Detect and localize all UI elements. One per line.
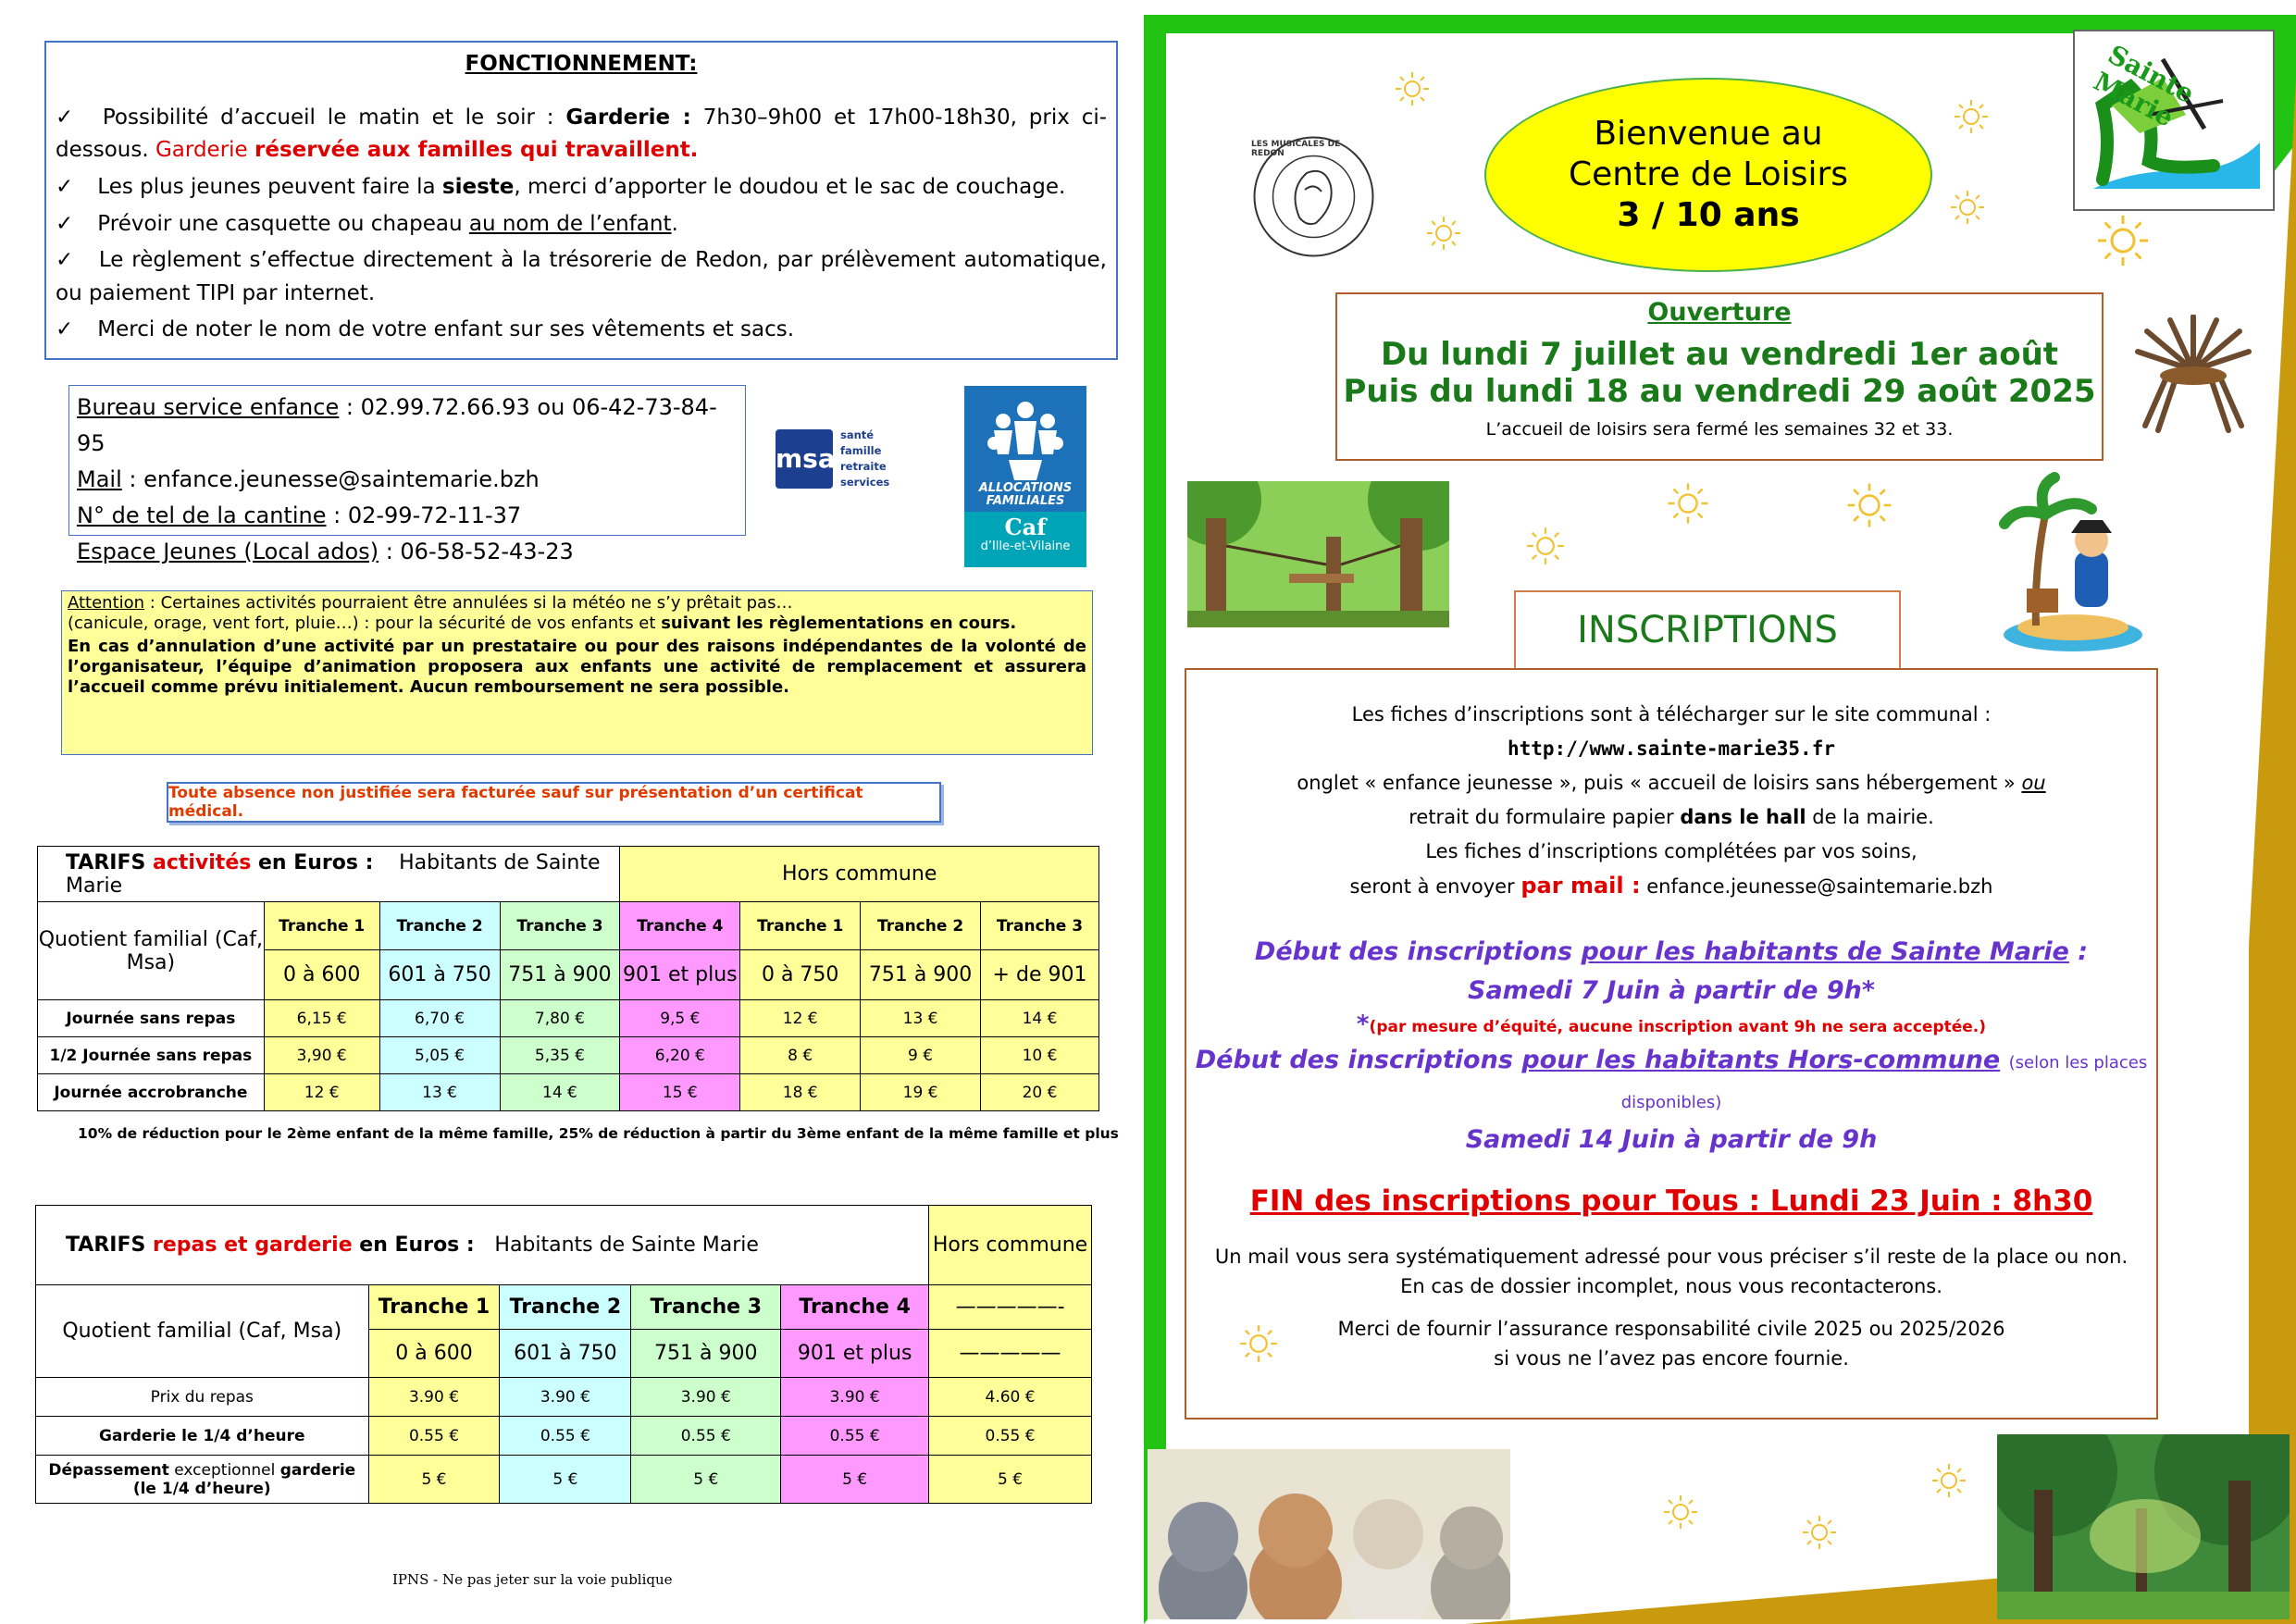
row-label	[36, 1456, 369, 1504]
tranche-header: Tranche 4	[620, 902, 740, 950]
check-icon: ✓	[56, 317, 74, 342]
fonct-item-noms	[56, 314, 1107, 347]
msa-logo-mark: msa	[776, 429, 833, 489]
ins-text: Les fiches d’inscriptions complétées par vos soins,	[1425, 840, 1917, 862]
tarifs-activites-table	[37, 846, 1099, 1111]
range-cell: 901 et plus	[620, 950, 740, 1000]
ins-text: Merci de fournir l’assurance responsabilité civile 2025 ou 2025/2026	[1337, 1318, 2005, 1340]
contact-key: N° de tel de la cantine	[77, 502, 327, 528]
check-icon: ✓	[56, 248, 75, 273]
fonctionnement-title: FONCTIONNEMENT:	[465, 52, 698, 76]
check-icon: ✓	[56, 174, 74, 199]
table-title-cell	[38, 847, 620, 902]
sun-icon	[2095, 213, 2151, 272]
contact-line	[77, 534, 738, 570]
text: Habitants de Sainte Marie	[494, 1233, 759, 1257]
text: activités	[152, 850, 252, 874]
pirate-island-image	[1999, 468, 2147, 653]
text: Possibilité d’accueil le matin et le soir :	[102, 105, 554, 130]
price-cell: 3.90 €	[368, 1378, 500, 1417]
sun-icon	[1949, 189, 1986, 229]
price-cell: 6,70 €	[379, 1000, 500, 1037]
row-label: Journée accrobranche	[38, 1074, 265, 1111]
ouverture-note: L’accueil de loisirs sera fermé les semaines 32 et 33.	[1485, 419, 1954, 440]
sun-icon	[1394, 70, 1431, 111]
text: (canicule, orage, vent fort, pluie…) : pour la sécurité de vos enfants et	[68, 614, 656, 633]
contact-line	[77, 498, 738, 534]
attention-box	[61, 590, 1093, 755]
hors-commune-header: Hors commune	[620, 847, 1099, 902]
cats-image	[1148, 1449, 1510, 1619]
text: TARIFS	[66, 1233, 153, 1257]
text: Les plus jeunes peuvent faire la	[97, 174, 436, 199]
price-cell: 7,80 €	[500, 1000, 620, 1037]
sun-icon	[1238, 1323, 1279, 1368]
text: :	[2068, 937, 2089, 966]
caf-logo	[964, 386, 1086, 567]
price-cell: 19 €	[861, 1074, 981, 1111]
text: par mesure d’équité, aucune inscription avant 9h ne sera acceptée.	[1376, 1018, 1980, 1036]
inscriptions-title: INSCRIPTIONS	[1514, 590, 1901, 668]
msa-text: famille	[840, 444, 882, 457]
qf-cell: Quotient familial (Caf, Msa)	[36, 1285, 369, 1378]
text: Garderie :	[565, 105, 691, 130]
contact-key: Bureau service enfance	[77, 394, 340, 420]
range-cell: 0 à 600	[264, 950, 379, 1000]
text: (le 1/4 d’heure)	[132, 1479, 271, 1498]
sun-icon	[1662, 1494, 1699, 1534]
price-cell: 14 €	[981, 1000, 1099, 1037]
row-label: Journée sans repas	[38, 1000, 265, 1037]
reduction-note: 10% de réduction pour le 2ème enfant de la même famille, 25% de réduction à partir du 3ème enfant de la même famille et plus	[78, 1125, 1119, 1142]
tranche-header: Tranche 1	[264, 902, 379, 950]
text: dans le hall	[1680, 806, 1806, 828]
sun-icon	[1525, 526, 1566, 570]
range-cell: 0 à 600	[368, 1330, 500, 1378]
text: Début des inscriptions	[1254, 937, 1573, 966]
contact-key: Espace Jeunes (Local ados)	[77, 539, 379, 564]
contact-value: : 06-58-52-43-23	[379, 539, 574, 564]
tranche-header: Tranche 3	[981, 902, 1099, 950]
price-cell: 5,35 €	[500, 1037, 620, 1074]
price-cell: 3.90 €	[631, 1378, 781, 1417]
text: Le règlement s’effectue directement à la trésorerie de Redon, par prélèvement automatique, ou paiement TIPI par internet.	[56, 248, 1107, 305]
inscriptions-box: Les fiches d’inscriptions sont à télécharger sur le site communal : http://www.sainte-marie35.fr onglet « enfance jeunesse », puis « accueil de loisirs sans hébergement » ou retrait du formulaire papier dans le hall de la mairie. Les fiches d’inscriptions complétées par vos soins, seront à envoyer par mail : enfance.jeunesse@saintemarie.bzh Début des inscriptions pour les habitants de Sainte Marie : Samedi 7 Juin à partir de 9h* *(par mesure d’équité, aucune inscription avant 9h ne sera acceptée.) Début des inscriptions pour les habitants Hors-commune (selon les places disponibles) Samedi 14 Juin à partir de 9h FIN des inscriptions pour Tous : Lundi 23 Juin : 8h30 Un mail vous sera systématiquement adressé pour vous préciser s’il reste de la place ou non. En cas de dossier incomplet, nous vous recontacterons. Merci de fournir l’assurance responsabilité civile 2025 ou 2025/2026 si vous ne l’avez pas encore fournie.	[1185, 668, 2158, 1419]
check-icon: ✓	[56, 105, 79, 130]
sun-icon	[1801, 1514, 1838, 1555]
msa-logo	[776, 426, 911, 492]
row-label: Prix du repas	[36, 1378, 369, 1417]
price-cell: 12 €	[740, 1000, 861, 1037]
tranche-header: Tranche 1	[368, 1285, 500, 1330]
text: en Euros :	[251, 850, 381, 874]
price-cell: 0.55 €	[631, 1417, 781, 1456]
row-label: 1/2 Journée sans repas	[38, 1037, 265, 1074]
sun-icon	[1953, 98, 1990, 139]
price-cell: 5 €	[368, 1456, 500, 1504]
range-cell: + de 901	[981, 950, 1099, 1000]
ins-text: si vous ne l’avez pas encore fournie.	[1494, 1347, 1849, 1370]
range-cell: 601 à 750	[500, 1330, 631, 1378]
text: : Certaines activités pourraient être annulées si la météo ne s’y prêtait pas…	[144, 593, 793, 613]
ouverture-dates: Du lundi 7 juillet au vendredi 1er août	[1380, 336, 2059, 373]
caf-family-icon	[981, 399, 1070, 482]
bienvenue-line: Bienvenue au	[1594, 115, 1823, 153]
sainte-marie-logo	[2073, 30, 2275, 211]
attention-key: Attention	[68, 593, 145, 613]
text: Prévoir une casquette ou chapeau	[97, 211, 463, 236]
price-cell: 9 €	[861, 1037, 981, 1074]
price-cell: 18 €	[740, 1074, 861, 1111]
caf-text: FAMILIALES	[986, 494, 1065, 508]
sainte-marie-logo-text: Sainte Marie	[2089, 39, 2200, 133]
text: Habitants de Sainte Marie	[66, 850, 601, 898]
range-cell: 0 à 750	[740, 950, 861, 1000]
caf-text: d’Ille-et-Vilaine	[980, 539, 1071, 553]
price-cell: 0.55 €	[500, 1417, 631, 1456]
price-cell: 5 €	[631, 1456, 781, 1504]
contact-line	[77, 390, 738, 462]
price-cell: 3.90 €	[781, 1378, 929, 1417]
msa-text: services	[840, 476, 890, 489]
text: Merci de noter le nom de votre enfant sur ses vêtements et sacs.	[97, 317, 795, 342]
text: seront à envoyer	[1349, 875, 1515, 898]
fonct-item-reglement	[56, 244, 1107, 310]
price-cell: 13 €	[861, 1000, 981, 1037]
price-cell: 6,15 €	[264, 1000, 379, 1037]
price-cell: 5,05 €	[379, 1037, 500, 1074]
price-cell: 0.55 €	[368, 1417, 500, 1456]
price-cell: 4.60 €	[929, 1378, 1092, 1417]
ipns-footer: IPNS - Ne pas jeter sur la voie publique	[392, 1571, 673, 1588]
price-cell: 9,5 €	[620, 1000, 740, 1037]
contact-key: Mail	[77, 466, 122, 492]
forest-adventure-image	[1187, 481, 1449, 627]
fin-inscriptions: FIN des inscriptions pour Tous : Lundi 23 Juin : 8h30	[1249, 1184, 2093, 1218]
price-cell: 15 €	[620, 1074, 740, 1111]
fonctionnement-box	[44, 41, 1118, 360]
dash-cell: —————	[929, 1330, 1092, 1378]
fonct-item-casquette	[56, 208, 1107, 242]
ins-url: http://www.sainte-marie35.fr	[1507, 738, 1835, 760]
musicales-redon-logo	[1251, 134, 1376, 259]
contact-value: : enfance.jeunesse@saintemarie.bzh	[121, 466, 540, 492]
ouverture-dates: Puis du lundi 18 au vendredi 29 août 2025	[1343, 373, 2096, 410]
contact-line	[77, 462, 738, 498]
date-line: Samedi 7 Juin à partir de 9h*	[1468, 976, 1875, 1005]
tranche-header: Tranche 4	[781, 1285, 929, 1330]
msa-text: santé	[840, 428, 875, 441]
range-cell: 751 à 900	[631, 1330, 781, 1378]
price-cell: 20 €	[981, 1074, 1099, 1111]
text: enfance.jeunesse@saintemarie.bzh	[1646, 875, 1993, 898]
tranche-header: Tranche 3	[500, 902, 620, 950]
attention-paragraph: En cas d’annulation d’une activité par un prestataire ou pour des raisons indépendantes de la volonté de l’organisateur, l’équipe d’animation proposera aux enfants une activité de remplacement et assurera l’accueil comme prévu initialement. Aucun remboursement ne sera possible.	[68, 637, 1086, 697]
musicales-redon-text: LES MUSICALES DE REDON	[1251, 140, 1341, 158]
sun-icon	[1666, 481, 1710, 529]
bienvenue-age: 3 / 10 ans	[1617, 196, 1800, 234]
price-cell: 5 €	[929, 1456, 1092, 1504]
fonct-item-garderie	[56, 102, 1107, 167]
sun-icon	[1930, 1462, 1967, 1503]
ouverture-box	[1335, 292, 2104, 461]
price-cell: 13 €	[379, 1074, 500, 1111]
contact-value: : 02-99-72-11-37	[326, 502, 522, 528]
text: de la mairie.	[1812, 806, 1934, 828]
qf-cell: Quotient familial (Caf, Msa)	[38, 902, 265, 1000]
hors-commune-header: Hors commune	[929, 1206, 1092, 1285]
price-cell: 3.90 €	[500, 1378, 631, 1417]
tranche-header: Tranche 2	[861, 902, 981, 950]
text: Dépassement	[48, 1460, 169, 1480]
text: en Euros :	[352, 1233, 482, 1257]
range-cell: 901 et plus	[781, 1330, 929, 1378]
tranche-header: Tranche 1	[740, 902, 861, 950]
price-cell: 5 €	[781, 1456, 929, 1504]
feather-headdress-image	[2128, 315, 2258, 435]
price-cell: 10 €	[981, 1037, 1099, 1074]
tranche-header: Tranche 2	[500, 1285, 631, 1330]
text: pour les habitants de Sainte Marie	[1581, 937, 2069, 966]
ins-text: Les fiches d’inscriptions sont à télécharger sur le site communal :	[1351, 703, 1992, 725]
text: au nom de l’enfant	[468, 211, 672, 236]
range-cell: 601 à 750	[379, 950, 500, 1000]
price-cell: 12 €	[264, 1074, 379, 1111]
text: Garderie	[155, 138, 248, 163]
tranche-header: Tranche 2	[379, 902, 500, 950]
price-cell: 5 €	[500, 1456, 631, 1504]
sun-icon	[1845, 481, 1893, 533]
range-cell: 751 à 900	[861, 950, 981, 1000]
tranche-header: Tranche 3	[631, 1285, 781, 1330]
price-cell: 8 €	[740, 1037, 861, 1074]
text: suivant les règlementations en cours.	[661, 614, 1017, 633]
text: exceptionnel	[168, 1460, 280, 1480]
sun-icon	[1425, 215, 1462, 255]
fonct-item-sieste	[56, 171, 1107, 205]
text: Début des inscriptions	[1195, 1046, 1513, 1074]
text: par mail :	[1520, 873, 1641, 899]
bienvenue-ellipse	[1484, 78, 1932, 272]
price-cell: 14 €	[500, 1074, 620, 1111]
bienvenue-line: Centre de Loisirs	[1568, 155, 1849, 193]
text: garderie	[279, 1460, 356, 1480]
msa-text: retraite	[840, 460, 887, 473]
price-cell: 0.55 €	[781, 1417, 929, 1456]
text: pour les habitants Hors-commune	[1521, 1046, 2001, 1074]
range-cell: 751 à 900	[500, 950, 620, 1000]
price-cell: 0.55 €	[929, 1417, 1092, 1456]
price-cell: 6,20 €	[620, 1037, 740, 1074]
table-title-cell	[36, 1206, 929, 1285]
text: TARIFS	[66, 850, 153, 874]
price-cell: 3,90 €	[264, 1037, 379, 1074]
text: retrait du formulaire papier	[1409, 806, 1674, 828]
text: , merci d’apporter le doudou et le sac de couchage.	[514, 174, 1066, 199]
contact-box	[68, 385, 746, 564]
check-icon: ✓	[56, 211, 74, 236]
caf-text: ALLOCATIONS	[978, 481, 1073, 495]
text: repas et garderie	[152, 1233, 353, 1257]
ouverture-title: Ouverture	[1647, 298, 1792, 327]
forest-image	[1997, 1434, 2290, 1619]
text: onglet « enfance jeunesse », puis « accueil de loisirs sans hébergement »	[1297, 772, 2016, 794]
row-label: Garderie le 1/4 d’heure	[36, 1417, 369, 1456]
text: sieste	[441, 174, 515, 199]
text: *	[1356, 1010, 1370, 1038]
text: réservée aux familles qui travaillent.	[254, 138, 699, 163]
text: 7h30–9h00 et 17h00-18h30, prix ci-dessous.	[56, 105, 1108, 163]
text: (selon les places disponibles)	[1620, 1053, 2148, 1112]
dash-cell: —————-	[929, 1285, 1092, 1330]
caf-text: Caf	[1004, 514, 1047, 540]
date-line: Samedi 14 Juin à partir de 9h	[1465, 1125, 1878, 1154]
ins-text: En cas de dossier incomplet, nous vous recontacterons.	[1400, 1275, 1942, 1297]
tarifs-repas-table	[35, 1205, 1092, 1504]
text: ou	[2021, 772, 2046, 794]
absence-notice: Toute absence non justifiée sera facturée sauf sur présentation d’un certificat médical.	[167, 782, 941, 823]
contact-value: : 02.99.72.66.93 ou 06-42-73-84-95	[77, 394, 717, 456]
text: .	[671, 211, 678, 236]
ins-text: Un mail vous sera systématiquement adressé pour vous préciser s’il reste de la place ou non.	[1214, 1246, 2128, 1268]
